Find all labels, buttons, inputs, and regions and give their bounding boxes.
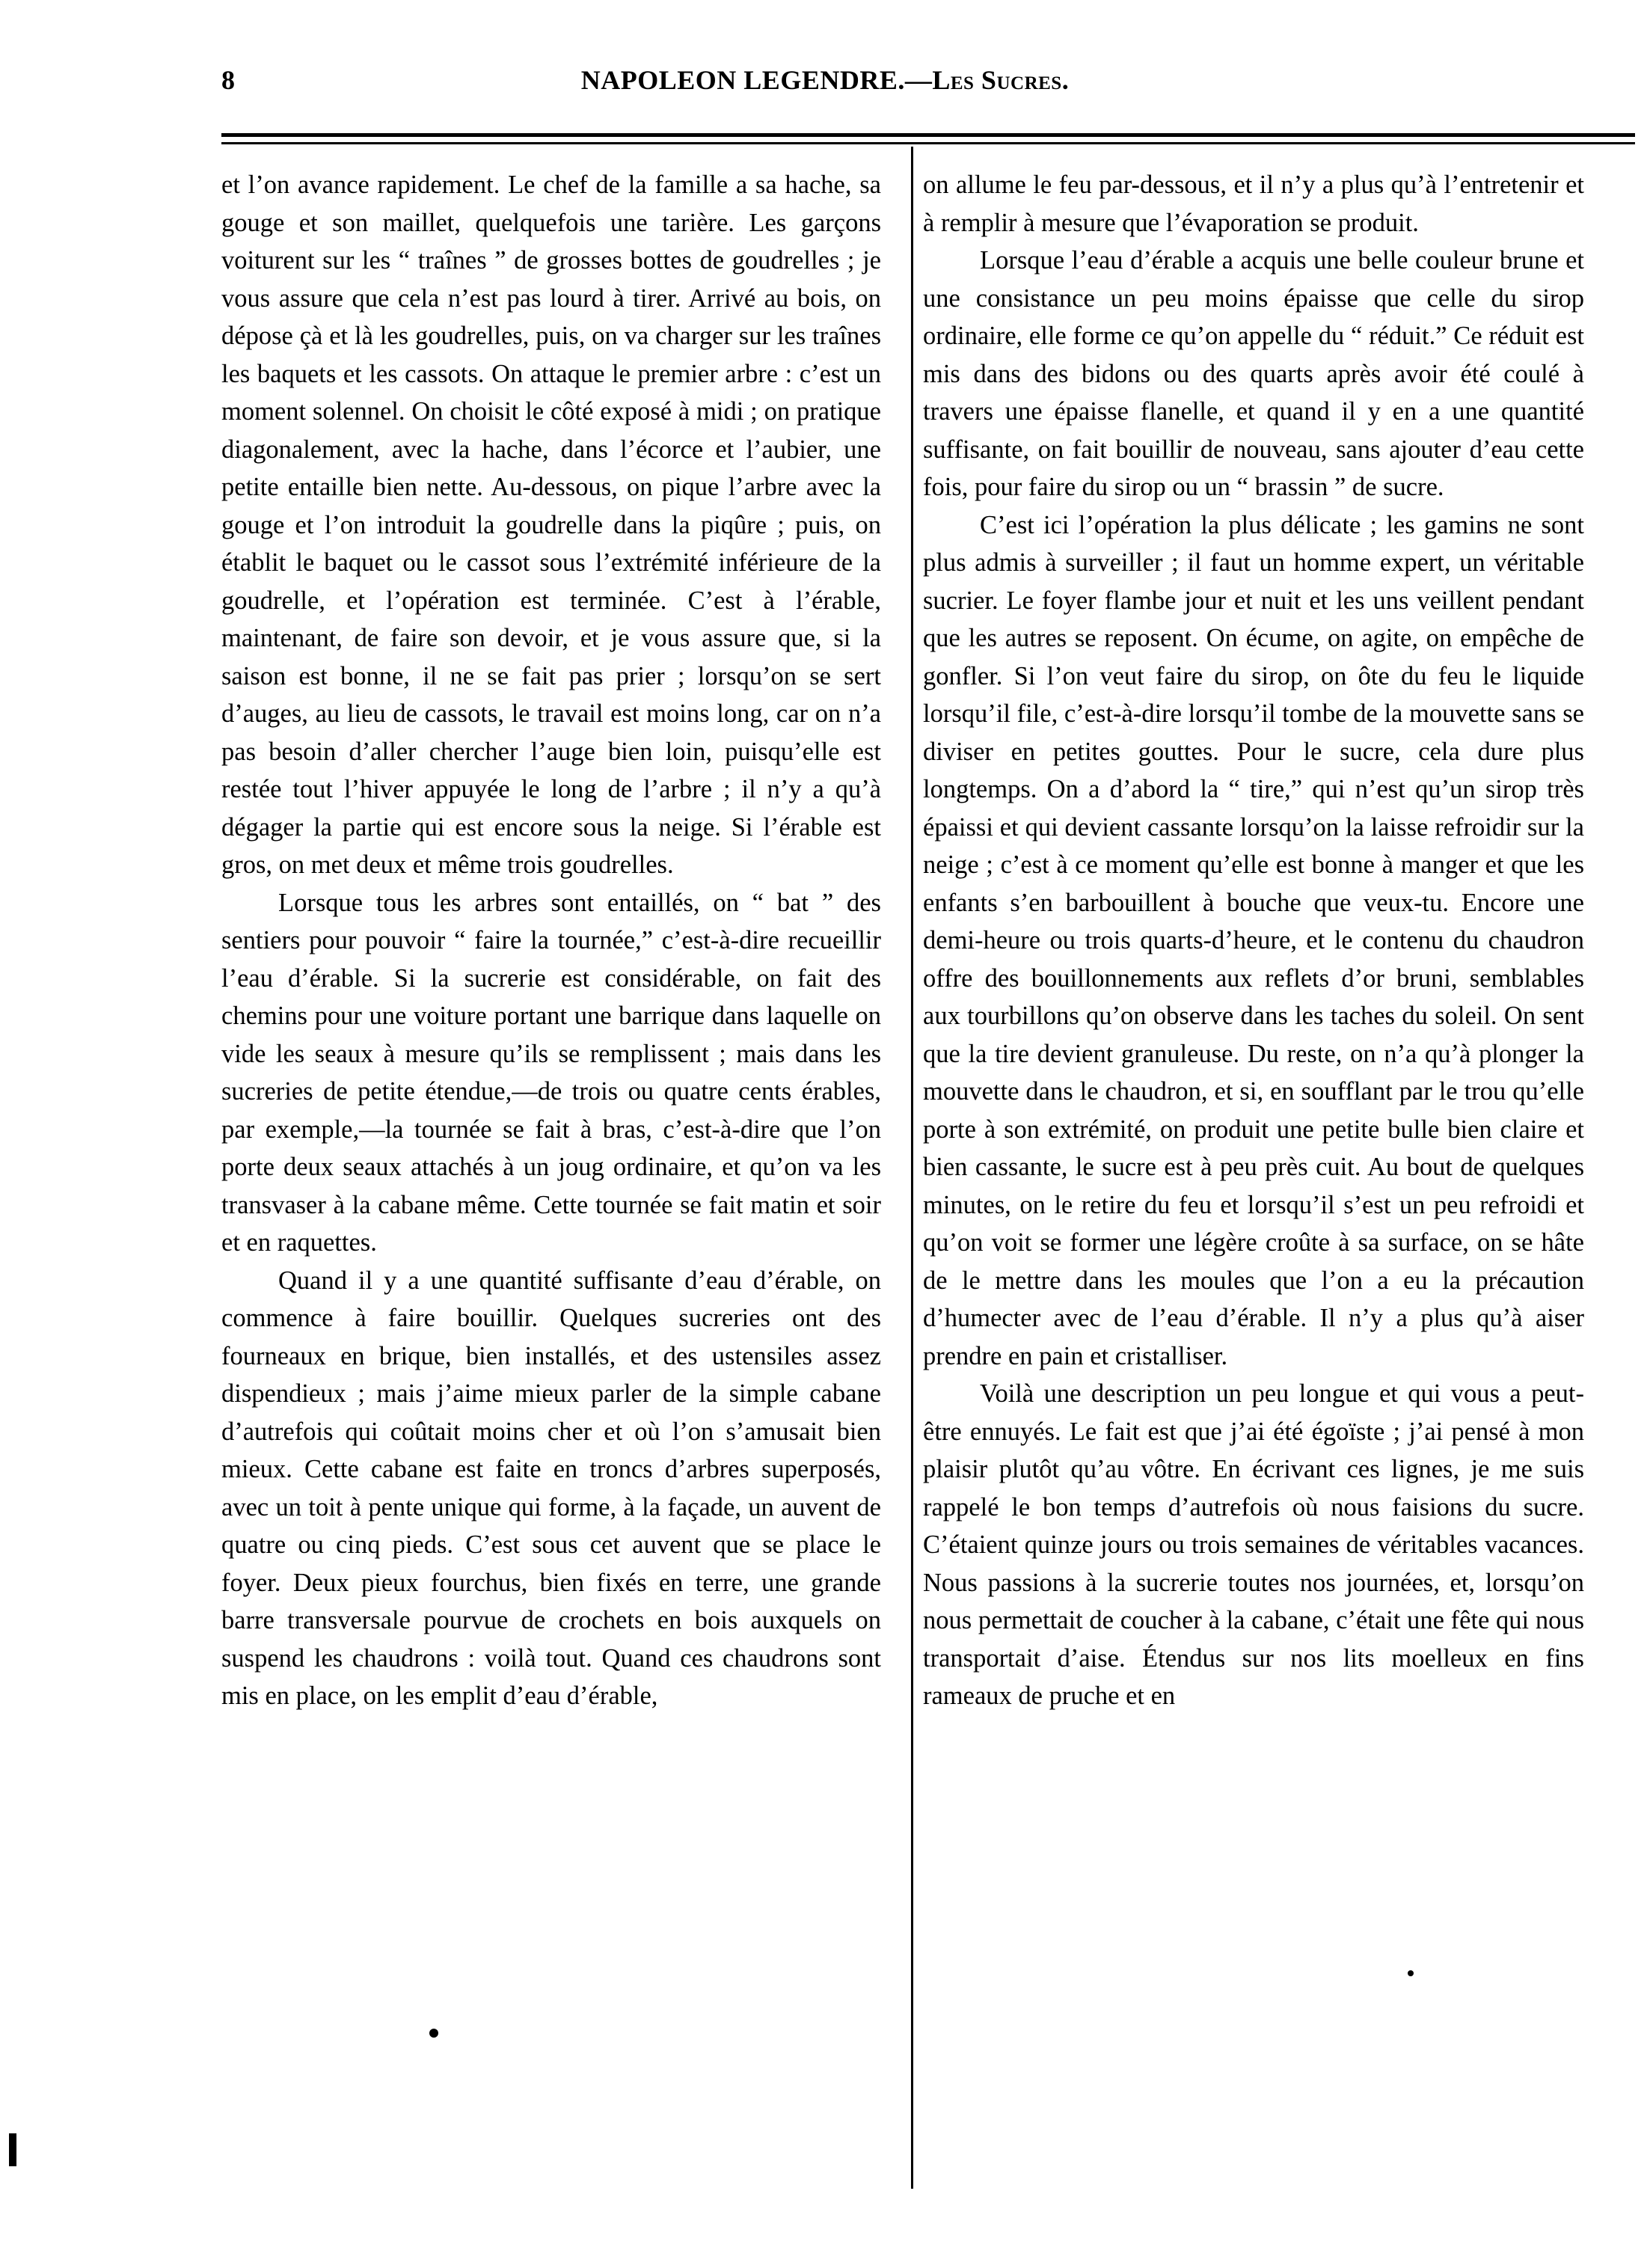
- page-number: 8: [221, 65, 235, 95]
- paragraph: C’est ici l’opération la plus délicate ; les gamins ne sont plus admis à surveiller ; il faut un homme expert, un véritable sucrier. Le foyer flambe jour et nuit et les uns veillent pendant que les autres se reposent. On écume, on agite, on empêche de gonfler. Si l’on veut faire du sirop, on ôte du feu le liquide lorsqu’il file, c’est-à-dire lorsqu’il tombe de la mouvette sans se diviser en petites gouttes. Pour le sucre, cela dure plus longtemps. On a d’abord la “ tire,” qui n’est qu’un sirop très épaissi et qui devient cassante lorsqu’on la laisse refroidir sur la neige ; c’est à ce moment qu’elle est bonne à manger et que les enfants s’en barbouillent à bouche que veux-tu. Encore une demi-heure ou trois quarts-d’heure, et le contenu du chaudron offre des bouillonnements aux reflets d’or bruni, semblables aux tourbillons qu’on observe dans les taches du soleil. On sent que la tire devient granuleuse. Du reste, on n’a qu’à plonger la mouvette dans le chaudron, et si, en soufflant par le trou qu’elle porte à son extrémité, on produit une petite bulle bien claire et bien cassante, le sucre est à peu près cuit. Au bout de quelques minutes, on le retire du feu et lorsqu’il s’est un peu refroidi et qu’on voit se former une légère croûte à sa surface, on se hâte de le mettre dans les moules que l’on a eu la précaution d’humecter avec de l’eau d’érable. Il n’y a plus qu’à aiser prendre en pain et cristalliser.: [923, 510, 1584, 1370]
- right-column: [923, 166, 1584, 1715]
- header-rule-thin: [221, 142, 1635, 144]
- running-head: [0, 64, 1650, 96]
- print-speck: [429, 2029, 438, 2038]
- column-divider: [911, 147, 913, 2189]
- paragraph: Lorsque l’eau d’érable a acquis une belle couleur brune et une consistance un peu moins épaisse que celle du sirop ordinaire, elle forme ce qu’on appelle du “ réduit.” Ce réduit est mis dans des bidons ou des quarts après avoir été coulé à travers une épaisse flanelle, et quand il y en a une quantité suffisante, on fait bouillir de nouveau, sans ajouter d’eau cette fois, pour faire du sirop ou un “ brassin ” de sucre.: [923, 246, 1584, 501]
- paragraph: Quand il y a une quantité suffisante d’eau d’érable, on commence à faire bouillir. Quelques sucreries ont des fourneaux en brique, bien installés, et des ustensiles assez dispendieux ; mais j’aime mieux parler de la simple cabane d’autrefois qui coûtait moins cher et où l’on s’amusait bien mieux. Cette cabane est faite en troncs d’arbres superposés, avec un toit à pente unique qui forme, à la façade, un auvent de quatre ou cinq pieds. C’est sous cet auvent que se place le foyer. Deux pieux fourchus, bien fixés en terre, une grande barre transversale pourvue de crochets en bois auxquels on suspend les chaudrons : voilà tout. Quand ces chaudrons sont mis en place, on les emplit d’eau d’érable,: [221, 1266, 881, 1710]
- left-column: [221, 166, 881, 1715]
- header-rule-thick: [221, 133, 1635, 137]
- running-head-author: NAPOLEON LEGENDRE.—: [580, 65, 933, 95]
- paragraph: on allume le feu par-dessous, et il n’y a plus qu’à l’entretenir et à remplir à mesure que l’évaporation se produit.: [923, 171, 1584, 237]
- running-head-section: Les Sucres.: [932, 65, 1070, 95]
- paragraph: Lorsque tous les arbres sont entaillés, on “ bat ” des sentiers pour pouvoir “ faire la tournée,” c’est-à-dire recueillir l’eau d’érable. Si la sucrerie est considérable, on fait des chemins pour une voiture portant une barrique dans laquelle on vide les seaux à mesure qu’ils se remplissent ; mais dans les sucreries de petite étendue,—de trois ou quatre cents érables, par exemple,—la tournée se fait à bras, c’est-à-dire que l’on porte deux seaux attachés à un joug ordinaire, et qu’on va les transvaser à la cabane même. Cette tournée se fait matin et soir et en raquettes.: [221, 888, 881, 1257]
- paragraph: Voilà une description un peu longue et qui vous a peut-être ennuyés. Le fait est que j’ai été égoïste ; j’ai pensé à mon plaisir plutôt qu’au vôtre. En écrivant ces lignes, je me suis rappelé le bon temps d’autrefois où nous faisions du sucre. C’étaient quinze jours ou trois semaines de véritables vacances. Nous passions à la sucrerie toutes nos journées, et, lorsqu’on nous permettait de coucher à la cabane, c’était une fête qui nous transportait d’aise. Étendus sur nos lits moelleux en fins rameaux de pruche et en: [923, 1379, 1584, 1710]
- scan-edge-mark: [9, 2133, 16, 2166]
- paragraph: et l’on avance rapidement. Le chef de la famille a sa hache, sa gouge et son maillet, quelquefois une tarière. Les garçons voiturent sur les “ traînes ” de grosses bottes de goudrelles ; je vous assure que cela n’est pas lourd à tirer. Arrivé au bois, on dépose çà et là les goudrelles, puis, on va charger sur les traînes les baquets et les cassots. On attaque le premier arbre : c’est un moment solennel. On choisit le côté exposé à midi ; on pratique diagonalement, avec la hache, dans l’écorce et l’aubier, une petite entaille bien nette. Au-dessous, on pique l’arbre avec la gouge et l’on introduit la goudrelle dans la piqûre ; puis, on établit le baquet ou le cassot sous l’extrémité inférieure de la goudrelle, et l’opération est terminée. C’est à l’érable, maintenant, de faire son devoir, et je vous assure que, si la saison est bonne, il ne se fait pas prier ; lorsqu’on se sert d’auges, au lieu de cassots, le travail est moins long, car on n’a pas besoin d’aller chercher l’auge bien loin, puisqu’elle est restée tout l’hiver appuyée le long de l’arbre ; il n’y a qu’à dégager la partie qui est encore sous la neige. Si l’érable est gros, on met deux et même trois goudrelles.: [221, 171, 881, 879]
- print-speck: [1408, 1970, 1414, 1976]
